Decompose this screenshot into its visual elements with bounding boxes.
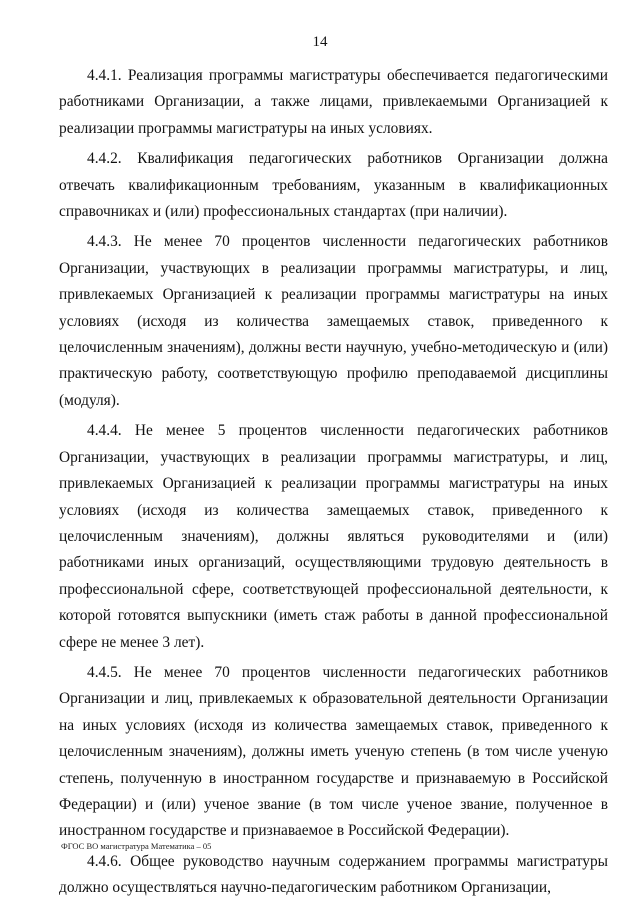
paragraph-4-4-4: 4.4.4. Не менее 5 процентов численности педагогических работников Организации, участвующих в реализации программы магистратуры, и лиц, привлекаемых Организацией к реализации программы магистратуры на иных условиях (исходя из количества замещаемых ставок, приведенного к целочисленным значениям), должны являться руководителями и (или) работниками иных организаций, осуществляющими трудовую деятельность в профессиональной сфере, соответствующей профессиональной деятельности, к которой готовятся выпускники (иметь стаж работы в данной профессиональной сфере не менее 3 лет).	[59, 422, 608, 651]
paragraph-4-4-2: 4.4.2. Квалификация педагогических работников Организации должна отвечать квалификационным требованиям, указанным в квалификационных справочниках и (или) профессиональных стандартах (при наличии).	[59, 150, 608, 221]
page-footer: ФГОС ВО магистратура Математика – 05	[61, 841, 212, 851]
document-body	[59, 63, 608, 906]
page-number: 14	[312, 34, 328, 50]
paragraph-4-4-6: 4.4.6. Общее руководство научным содержанием программы магистратуры должно осуществляться научно-педагогическим работником Организации,	[59, 852, 608, 897]
paragraph-4-4-1: 4.4.1. Реализация программы магистратуры обеспечивается педагогическими работниками Организации, а также лицами, привлекаемыми Организацией к реализации программы магистратуры на иных условиях.	[59, 67, 608, 137]
paragraph-4-4-3: 4.4.3. Не менее 70 процентов численности педагогических работников Организации, участвующих в реализации программы магистратуры, и лиц, привлекаемых Организацией к реализации программы магистратуры на иных условиях (исходя из количества замещаемых ставок, приведенного к целочисленным значениям), должны вести научную, учебно-методическую и (или) практическую работу, соответствующую профилю преподаваемой дисциплины (модуля).	[59, 233, 608, 409]
paragraph-4-4-5: 4.4.5. Не менее 70 процентов численности педагогических работников Организации и лиц, привлекаемых к образовательной деятельности Организации на иных условиях (исходя из количества замещаемых ставок, приведенного к целочисленным значениям), должны иметь ученую степень (в том числе ученую степень, полученную в иностранном государстве и признаваемую в Российской Федерации) и (или) ученое звание (в том числе ученое звание, полученное в иностранном государстве и признаваемое в Российской Федерации).	[59, 663, 608, 840]
